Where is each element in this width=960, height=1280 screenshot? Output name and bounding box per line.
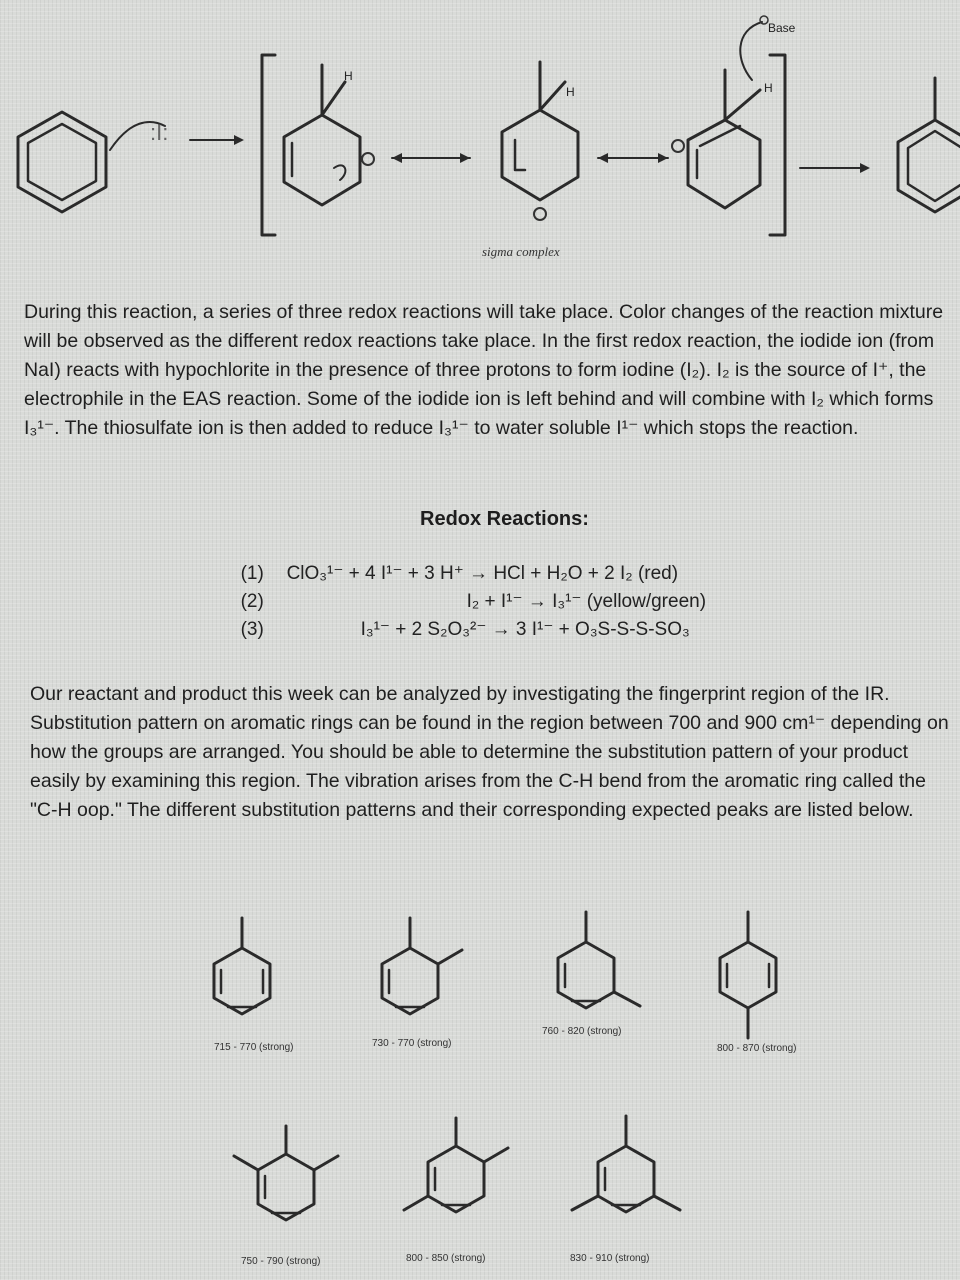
- intro-paragraph: During this reaction, a series of three redox reactions will take place. Color changes of the reaction mixture will be observed as the different redox reactions take place. In the first redox reaction, the iodide ion (from NaI) reacts with hypochlorite in the presence of three protons to form iodine (I₂). I₂ is the source of I⁺, the electrophile in the EAS reaction. Some of the iodide ion is left behind and will combine with I₂ which forms I₃¹⁻. The thiosulfate ion is then added to reduce I₃¹⁻ to water soluble I¹⁻ which stops the reaction.: [24, 301, 944, 439]
- pattern-label-para: 800 - 870 (strong): [717, 1043, 797, 1054]
- iodobenzene-product: [898, 78, 960, 212]
- reaction-number: (2): [240, 591, 264, 612]
- ortho-disubstituted-ring: [382, 918, 462, 1014]
- sigma-resonance-2: [502, 62, 578, 220]
- reaction-number: (1): [240, 563, 264, 584]
- reaction-equation: ClO₃¹⁻ + 4 I¹⁻ + 3 H⁺ → HCl + H₂O + 2 I₂ (red): [286, 563, 679, 584]
- pattern-label-asymmetric: 800 - 850 (strong): [406, 1253, 486, 1264]
- asymmetric-trisubstituted-ring: [404, 1118, 508, 1212]
- pattern-label-vicinal: 750 - 790 (strong): [241, 1256, 321, 1267]
- redox-reaction-3: [230, 596, 690, 641]
- sigma-complex-label: sigma complex: [482, 244, 560, 259]
- benzene-reactant: [18, 112, 106, 212]
- h-label: H: [344, 69, 353, 83]
- base-label: Base: [768, 21, 796, 35]
- redox-title: Redox Reactions:: [420, 508, 589, 530]
- pattern-label-symmetric: 830 - 910 (strong): [570, 1253, 650, 1264]
- reaction-equation: I₃¹⁻ + 2 S₂O₃²⁻ → 3 I¹⁻ + O₃S-S-S-SO₃: [360, 619, 690, 640]
- para-disubstituted-ring: [720, 912, 776, 1038]
- h-label: H: [764, 81, 773, 95]
- vicinal-trisubstituted-ring: [234, 1126, 338, 1220]
- eas-mechanism-scheme: [0, 0, 960, 270]
- pattern-label-ortho: 730 - 770 (strong): [372, 1038, 452, 1049]
- iodine-electrophile: :I:: [150, 120, 169, 145]
- symmetric-trisubstituted-ring: [572, 1116, 680, 1212]
- substitution-patterns: [0, 880, 960, 1280]
- meta-disubstituted-ring: [558, 912, 640, 1008]
- fingerprint-paragraph: Our reactant and product this week can be analyzed by investigating the fingerprint region of the IR. Substitution pattern on aromatic rings can be found in the region between 700 and 900 cm¹⁻ depending on how the groups are arranged. You should be able to determine the substitution pattern of your product easily by examining this region. The vibration arises from the C-H bend from the aromatic ring called the "C-H oop." The different substitution patterns and their corresponding expected peaks are listed below.: [30, 683, 949, 821]
- sigma-resonance-3: [672, 16, 796, 208]
- h-label: H: [566, 85, 575, 99]
- sigma-resonance-1: [284, 65, 374, 205]
- monosubstituted-ring: [214, 918, 270, 1014]
- pattern-label-meta: 760 - 820 (strong): [542, 1026, 622, 1037]
- pattern-label-mono: 715 - 770 (strong): [214, 1042, 294, 1053]
- reaction-number: (3): [240, 619, 264, 640]
- reaction-equation: I₂ + I¹⁻ → I₃¹⁻ (yellow/green): [466, 591, 707, 612]
